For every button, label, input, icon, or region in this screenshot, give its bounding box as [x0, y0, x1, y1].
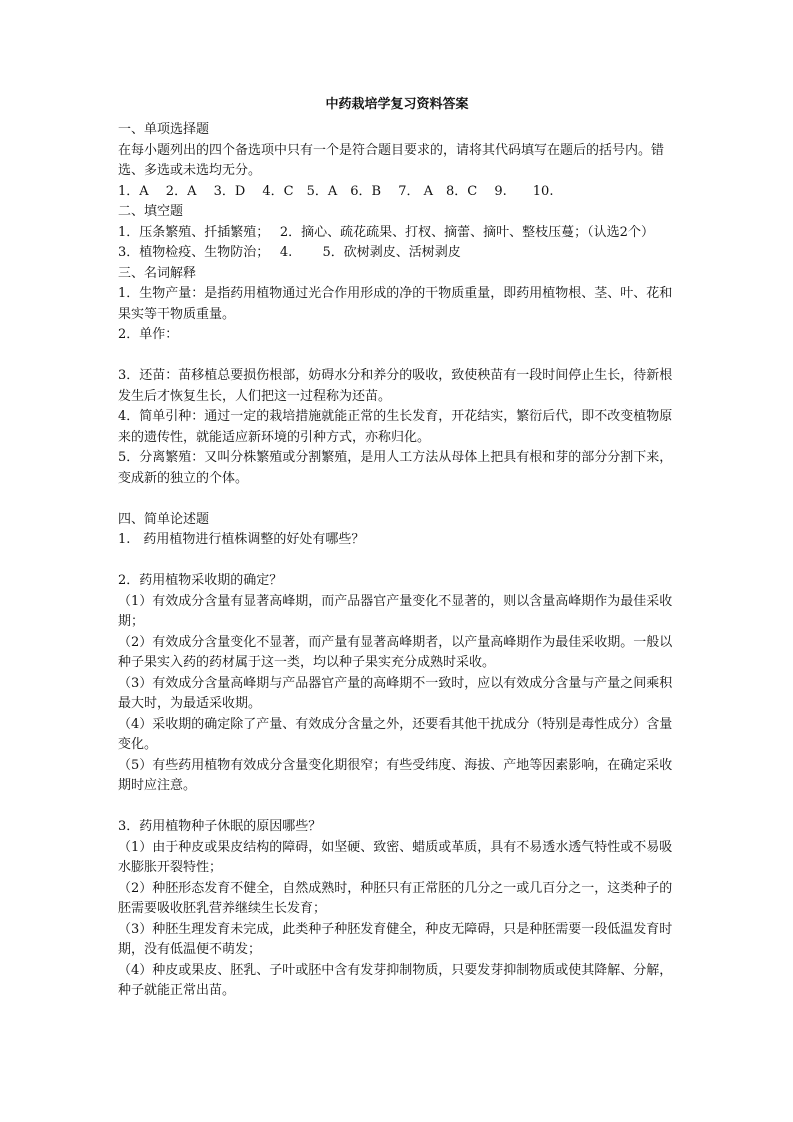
blank-line — [118, 346, 676, 367]
essay-answer-point: （4）种皮或果皮、胚乳、子叶或胚中含有发芽抑制物质，只要发芽抑制物质或使其降解、分解，种子就能正常出苗。 — [118, 962, 673, 998]
blank-line — [118, 797, 676, 818]
essay-answer-point: （3）有效成分含量高峰期与产品器官产量的高峰期不一致时，应以有效成分含量与产量之间乘积最大时，为最适采收期。 — [118, 675, 673, 711]
essay-answer-point: （4）采收期的确定除了产量、有效成分含量之外，还要看其他干扰成分（特别是毒性成分）含量变化。 — [118, 716, 673, 752]
definition-item: 2．单作： — [118, 327, 179, 342]
essay-answer-point: （3）种胚生理发育未完成，此类种子种胚发育健全，种皮无障碍，只是种胚需要一段低温发育时期，没有低温便不萌发； — [118, 921, 673, 957]
essay-answer-point: （1）有效成分含量有显著高峰期，而产品器官产量变化不显著的，则以含量高峰期作为最佳采收期； — [118, 593, 673, 629]
section-heading-definitions: 三、名词解释 — [118, 265, 197, 281]
single-choice-instructions: 在每小题列出的四个备选项中只有一个是符合题目要求的，请将其代码填写在题后的括号内。错选、多选或未选均无分。 — [118, 142, 665, 178]
section-heading-single-choice: 一、单项选择题 — [118, 122, 210, 137]
fill-blank-answers: 1．压条繁殖、扦插繁殖； 2．摘心、疏花疏果、打杈、摘蕾、摘叶、整枝压蔓；（认选2个） 3．植物检疫、生物防治； 4. 5．砍树剥皮、活树剥皮 — [118, 224, 661, 260]
blank-line — [118, 551, 676, 572]
document-page — [118, 92, 676, 1002]
section-heading-short-essay: 四、简单论述题 — [118, 511, 210, 527]
blank-line — [118, 489, 676, 510]
essay-answer-point: （5）有些药用植物有效成分含量变化期很窄；有些受纬度、海拔、产地等因素影响，在确定采收期时应注意。 — [118, 757, 673, 793]
definition-item: 4．简单引种：通过一定的栽培措施就能正常的生长发育，开花结实，繁衍后代，即不改变植物原来的遗传性，就能适应新环境的引种方式，亦称归化。 — [118, 409, 673, 445]
definition-item: 1．生物产量：是指药用植物通过光合作用形成的净的干物质重量，即药用植物根、茎、叶、花和果实等干物质重量。 — [118, 286, 673, 322]
definition-item: 3．还苗：苗移植总要损伤根部，妨碍水分和养分的吸收，致使秧苗有一段时间停止生长，待新根发生后才恢复生长，人们把这一过程称为还苗。 — [118, 368, 673, 404]
document-title: 中药栽培学复习资料答案 — [325, 97, 469, 112]
essay-question: 2．药用植物采收期的确定？ — [118, 573, 283, 588]
essay-answer-point: （2）种胚形态发育不健全，自然成熟时，种胚只有正常胚的几分之一或几百分之一，这类种子的胚需要吸收胚乳营养继续生长发育； — [118, 880, 673, 916]
essay-answer-point: （2）有效成分含量变化不显著，而产量有显著高峰期者，以产量高峰期作为最佳采收期。一般以种子果实入药的药材属于这一类，均以种子果实充分成熟时采收。 — [118, 634, 673, 670]
single-choice-answers: 1．A 2．A 3．D 4．C 5．A 6．B 7． A 8．C 9. 10. — [118, 183, 554, 199]
essay-question: 1. 药用植物进行植株调整的好处有哪些？ — [118, 532, 365, 547]
essay-answer-point: （1）由于种皮或果皮结构的障碍，如坚硬、致密、蜡质或革质，具有不易透水透气特性或不易吸水膨胀开裂特性； — [118, 839, 673, 875]
definition-item: 5．分离繁殖：又叫分株繁殖或分割繁殖，是用人工方法从母体上把具有根和芽的部分分割下来，变成新的独立的个体。 — [118, 450, 673, 486]
essay-question: 3．药用植物种子休眠的原因哪些？ — [118, 819, 322, 834]
section-heading-fill-blank: 二、填空题 — [118, 204, 184, 219]
